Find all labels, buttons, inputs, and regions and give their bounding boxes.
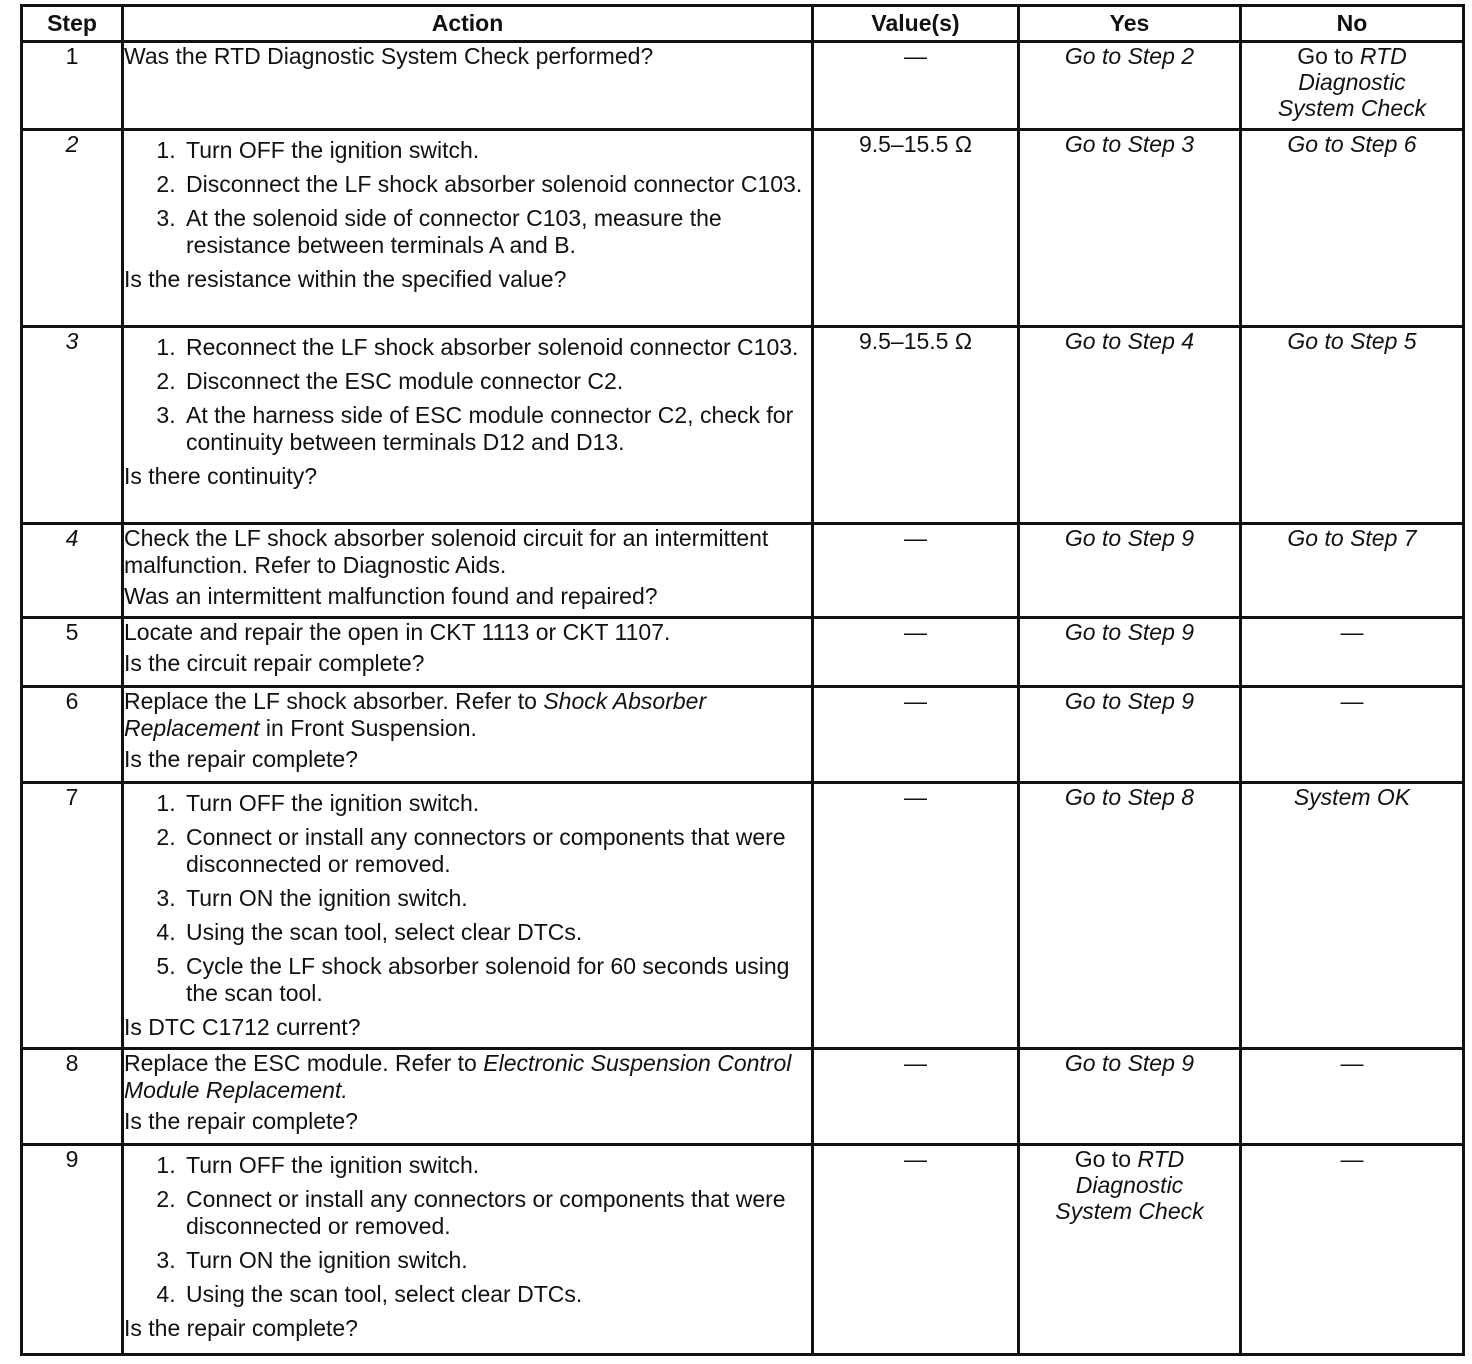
value-cell: 9.5–15.5 Ω (813, 327, 1019, 524)
action-text: Locate and repair the open in CKT 1113 or CKT 1107. (124, 619, 671, 646)
value-cell: — (813, 687, 1019, 782)
header-values: Value(s) (813, 6, 1019, 42)
no-cell: Go to Step 6 (1241, 130, 1464, 327)
yes-cell: Go to Step 8 (1019, 782, 1241, 1048)
step-number: 8 (22, 1048, 123, 1144)
action-cell (123, 130, 813, 327)
no-cell: Go to Step 5 (1241, 327, 1464, 524)
diagnostic-table (20, 4, 1465, 1356)
step-number: 2 (22, 130, 123, 327)
value-cell: — (813, 42, 1019, 130)
action-question: Is the repair complete? (124, 1314, 358, 1341)
yes-cell: Go to Step 4 (1019, 327, 1241, 524)
value-cell: 9.5–15.5 Ω (813, 130, 1019, 327)
value-cell: — (813, 618, 1019, 687)
action-steps (124, 137, 811, 259)
header-yes: Yes (1019, 6, 1241, 42)
no-link-system-check: System Check (1277, 95, 1427, 121)
action-cell (123, 618, 813, 687)
action-cell (123, 42, 813, 130)
no-cell: — (1241, 618, 1464, 687)
step-number: 3 (22, 327, 123, 524)
header-step: Step (22, 6, 123, 42)
no-cell (1241, 42, 1464, 130)
action-step: 4. Using the scan tool, select clear DTCs. (182, 1281, 811, 1308)
no-cell: — (1241, 1144, 1464, 1354)
action-step: 1. Turn OFF the ignition switch. (182, 1152, 811, 1179)
table-row (22, 327, 1464, 524)
action-question: Is the repair complete? (124, 746, 358, 773)
action-text-part: in Front Suspension. (259, 715, 477, 742)
yes-cell: Go to Step 9 (1019, 618, 1241, 687)
no-cell: System OK (1241, 782, 1464, 1048)
value-cell: — (813, 1048, 1019, 1144)
action-steps (124, 1152, 811, 1308)
step-number: 5 (22, 618, 123, 687)
yes-link-system-check: System Check (1055, 1197, 1204, 1224)
action-question: Is the resistance within the specified value? (124, 266, 567, 293)
action-text-part: Replace the LF shock absorber. Refer to (124, 688, 544, 715)
action-step: 1. Reconnect the LF shock absorber solenoid connector C103. (182, 334, 811, 361)
table-row (22, 1144, 1464, 1354)
action-step: 3. At the solenoid side of connector C103, measure the resistance between terminals A and B. (182, 205, 811, 259)
yes-cell: Go to Step 2 (1019, 42, 1241, 130)
action-question: Is DTC C1712 current? (124, 1013, 361, 1040)
action-step: 3. Turn ON the ignition switch. (182, 885, 811, 912)
action-cell (123, 782, 813, 1048)
reference-title: Shock Absorber Replacement (124, 688, 707, 742)
table-row (22, 130, 1464, 327)
yes-cell: Go to Step 9 (1019, 1048, 1241, 1144)
step-number: 7 (22, 782, 123, 1048)
yes-prefix: Go to (1074, 1145, 1138, 1172)
no-prefix: Go to (1297, 43, 1360, 69)
table-row (22, 782, 1464, 1048)
value-cell: — (813, 1144, 1019, 1354)
table-row (22, 1048, 1464, 1144)
reference-title: Electronic Suspension Control Module Replacement. (124, 1049, 792, 1103)
value-cell: — (813, 782, 1019, 1048)
table-row (22, 618, 1464, 687)
action-step: 5. Cycle the LF shock absorber solenoid for 60 seconds using the scan tool. (182, 953, 811, 1007)
action-cell (123, 687, 813, 782)
action-step: 3. At the harness side of ESC module connector C2, check for continuity between terminals D12 and D13. (182, 402, 811, 456)
table-row (22, 524, 1464, 618)
action-step: 2. Connect or install any connectors or components that were disconnected or removed. (182, 1186, 811, 1240)
action-cell (123, 1048, 813, 1144)
action-text (124, 688, 811, 742)
value-cell: — (813, 524, 1019, 618)
yes-cell (1019, 1144, 1241, 1354)
action-text (124, 1050, 811, 1104)
action-question: Was the RTD Diagnostic System Check performed? (124, 43, 654, 69)
action-question: Is there continuity? (124, 463, 318, 490)
action-step: 1. Turn OFF the ignition switch. (182, 790, 811, 817)
action-question: Is the circuit repair complete? (124, 650, 425, 677)
header-row (22, 6, 1464, 42)
no-cell: Go to Step 7 (1241, 524, 1464, 618)
action-question: Is the repair complete? (124, 1107, 358, 1134)
no-cell: — (1241, 1048, 1464, 1144)
yes-cell: Go to Step 3 (1019, 130, 1241, 327)
table-row (22, 42, 1464, 130)
action-steps (124, 334, 811, 456)
action-text: Check the LF shock absorber solenoid circuit for an intermittent malfunction. Refer to Diagnostic Aids. (124, 525, 769, 579)
action-cell (123, 1144, 813, 1354)
header-no: No (1241, 6, 1464, 42)
action-steps (124, 790, 811, 1007)
action-text-part: Replace the ESC module. Refer to (124, 1049, 484, 1076)
step-number: 9 (22, 1144, 123, 1354)
no-link-rtd: RTD (1359, 43, 1407, 69)
yes-link-rtd: RTD (1137, 1145, 1185, 1172)
header-action: Action (123, 6, 813, 42)
yes-link-diagnostic: Diagnostic (1075, 1171, 1184, 1198)
action-cell (123, 524, 813, 618)
no-cell: — (1241, 687, 1464, 782)
step-number: 6 (22, 687, 123, 782)
action-step: 1. Turn OFF the ignition switch. (182, 137, 811, 164)
yes-cell: Go to Step 9 (1019, 687, 1241, 782)
action-step: 3. Turn ON the ignition switch. (182, 1247, 811, 1274)
action-step: 2. Disconnect the ESC module connector C2. (182, 368, 811, 395)
table-row (22, 687, 1464, 782)
no-link-diagnostic: Diagnostic (1298, 69, 1406, 95)
action-step: 4. Using the scan tool, select clear DTCs. (182, 919, 811, 946)
step-number: 4 (22, 524, 123, 618)
action-cell (123, 327, 813, 524)
yes-cell: Go to Step 9 (1019, 524, 1241, 618)
action-question: Was an intermittent malfunction found and repaired? (124, 583, 658, 610)
step-number: 1 (22, 42, 123, 130)
action-step: 2. Disconnect the LF shock absorber solenoid connector C103. (182, 171, 811, 198)
action-step: 2. Connect or install any connectors or components that were disconnected or removed. (182, 824, 811, 878)
